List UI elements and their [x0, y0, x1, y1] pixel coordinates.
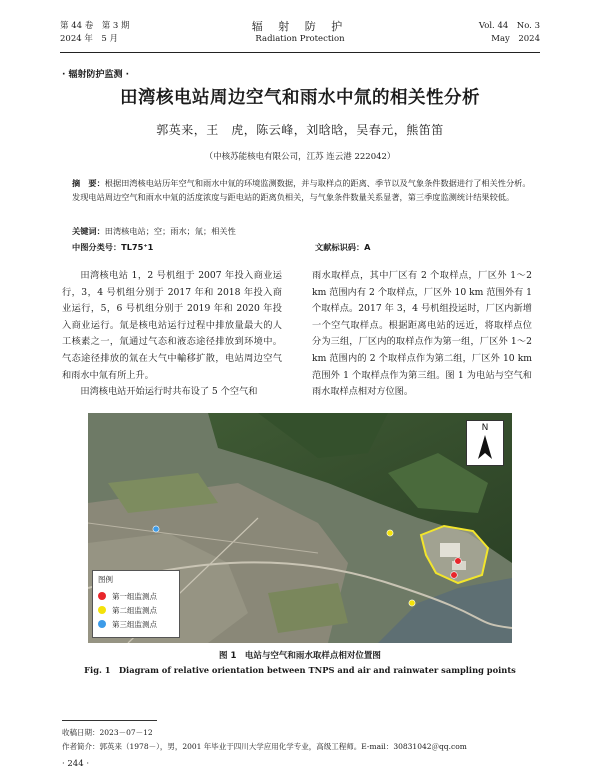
- map-legend: [92, 570, 180, 638]
- figure-caption-cn: 图 1 电站与空气和雨水取样点相对位置图: [219, 651, 381, 661]
- abstract: [72, 176, 532, 204]
- legend-item: [98, 603, 174, 617]
- keywords-label: 关键词：: [72, 226, 105, 236]
- header-center: [60, 20, 540, 46]
- classification-number: 中图分类号：TL75⁺1: [72, 242, 154, 252]
- blue-dot-icon: [98, 620, 106, 628]
- body-column-left: [62, 268, 282, 401]
- legend-item: [98, 617, 174, 631]
- journal-name-cn: 辐 射 防 护: [251, 20, 349, 33]
- volume-cn: 第 44 卷 第 3 期: [60, 21, 130, 31]
- date-cn: 2024 年 5 月: [60, 34, 118, 44]
- keywords: [72, 226, 532, 237]
- paper-title: 田湾核电站周边空气和雨水中氚的相关性分析: [120, 88, 480, 108]
- legend-label: 第二组监测点: [112, 605, 157, 615]
- footnote-rule: [62, 720, 157, 721]
- body-column-right: [312, 268, 532, 401]
- group3-sampling-point: [153, 526, 159, 532]
- body-paragraph: 雨水取样点，其中厂区有 2 个取样点，厂区外 1～2 km 范围内有 2 个取样点，厂区外 10 km 范围外有 1 个取样点。2017 年 3，4 号机组投运时，厂区内新增一个空气取样点。根据距离电站的远近，将取样点位分为三组，厂区内的取样点作为第一组，厂区外 1～2 km 范围内的 2 个取样点作为第二组，厂区外 10 km 范围外 1 个取样点作为第三组。图 1 为电站与空气和雨水取样点相对方位图。: [312, 270, 532, 398]
- affiliation: （中核苏能核电有限公司，江苏 连云港 222042）: [204, 152, 396, 162]
- volume-en: Vol. 44 No. 3: [478, 21, 540, 31]
- received-date: 收稿日期：2023－07－12: [62, 728, 153, 737]
- group1-sampling-point: [455, 558, 462, 565]
- abstract-text: 根据田湾核电站历年空气和雨水中氚的环境监测数据，并与取样点的距离、季节以及气象条件数据进行了相关性分析。发现电站周边空气和雨水中氚的活度浓度与距电站的距离负相关，与气象条件数量关系显著，第三季度监测统计结果较低。: [72, 178, 531, 202]
- journal-name-en: Radiation Protection: [255, 34, 345, 44]
- legend-item: [98, 589, 174, 603]
- north-arrow-icon: [467, 433, 503, 463]
- author-bio: 作者简介：郭英来（1978－），男，2001 年毕业于四川大学应用化学专业，高级工程师。E-mail：30831042＠qq.com: [62, 742, 467, 751]
- running-header: [60, 20, 540, 50]
- legend-label: 第三组监测点: [112, 619, 157, 629]
- north-arrow: [466, 420, 504, 466]
- body-paragraph: 田湾核电站开始运行时共布设了 5 个空气和: [80, 386, 258, 398]
- author-list: 郭英来，王 虎，陈云峰，刘晗晗，吴春元，熊笛笛: [156, 123, 444, 137]
- north-label: N: [481, 423, 489, 433]
- red-dot-icon: [98, 592, 106, 600]
- date-en: May 2024: [491, 34, 540, 44]
- document-code: 文献标识码：A: [315, 242, 371, 252]
- group2-sampling-point: [387, 530, 393, 536]
- column-tag: · 辐射防护监测 ·: [62, 70, 130, 80]
- body-paragraph: 田湾核电站 1，2 号机组于 2007 年投入商业运行，3，4 号机组分别于 2017 年和 2018 年投入商业运行，5，6 号机组分别于 2019 年和 2020 年投入商业运行。氚是核电站运行过程中排放量最大的人工核素之一，氚通过气态和液态途径排放到环境中。气态途径排放的氚在大气中輸移扩散，电站周边空气和雨水中氚有所上升。: [62, 270, 282, 381]
- keywords-text: 田湾核电站；空；雨水；氚；相关性: [104, 226, 236, 236]
- header-rule: [60, 52, 540, 53]
- header-right: [479, 20, 540, 46]
- legend-label: 第一组监测点: [112, 591, 157, 601]
- abstract-label: 摘 要：: [72, 178, 105, 188]
- page-number: · 244 ·: [62, 759, 90, 769]
- figure-caption-en: Fig. 1 Diagram of relative orientation between TNPS and air and rainwater sampling points: [84, 665, 516, 675]
- group1-sampling-point: [451, 572, 458, 579]
- legend-title: 图例: [98, 575, 113, 584]
- group2-sampling-point: [409, 600, 415, 606]
- yellow-dot-icon: [98, 606, 106, 614]
